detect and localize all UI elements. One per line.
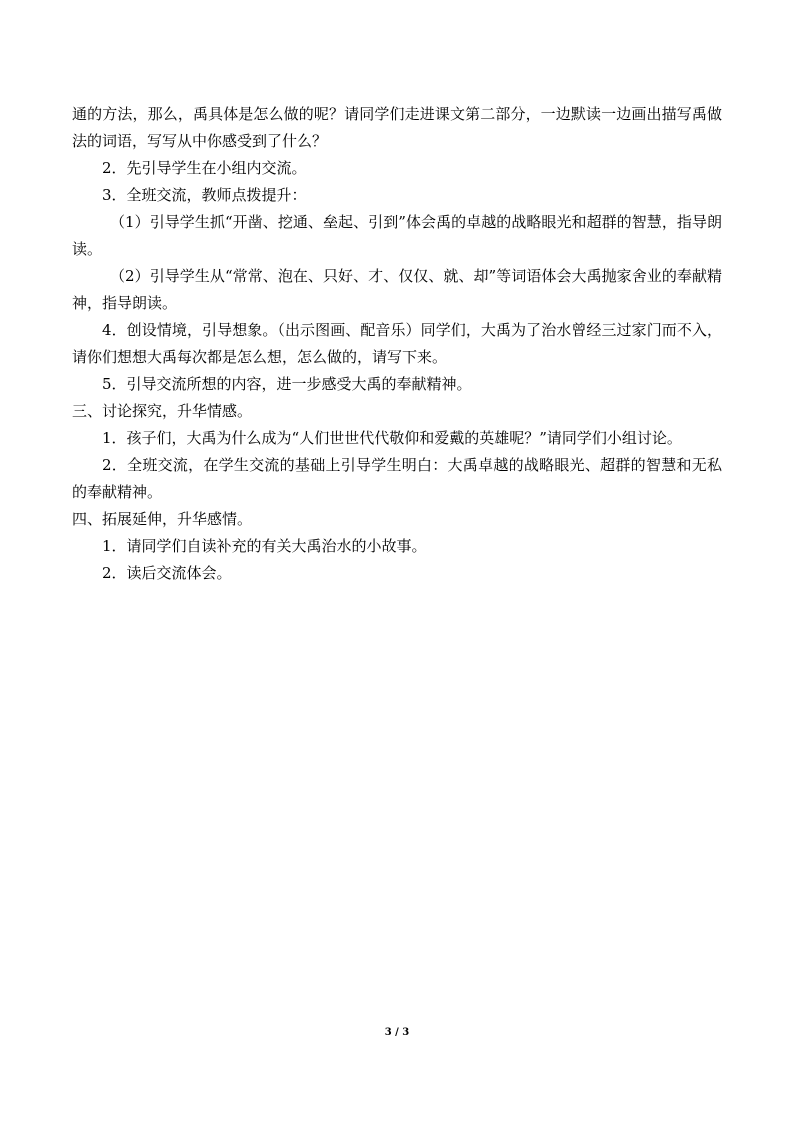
page-number: 3 / 3	[384, 1027, 410, 1038]
paragraph-extension-1: 1．请同学们自读补充的有关大禹治水的小故事。	[102, 537, 427, 555]
paragraph-step-5: 5．引导交流所想的内容，进一步感受大禹的奉献精神。	[102, 375, 472, 393]
section-heading-4: 四、拓展延伸，升华感情。	[72, 510, 253, 528]
document-body	[72, 101, 722, 587]
paragraph-substep-2: （2）引导学生从“常常、泡在、只好、才、仅仅、就、却”等词语体会大禹抛家舍业的奉献精神，指导朗读。	[72, 267, 722, 312]
paragraph-continuation: 通的方法，那么，禹具体是怎么做的呢？请同学们走进课文第二部分，一边默读一边画出描写禹做法的词语，写写从中你感受到了什么？	[72, 105, 722, 150]
section-heading-3: 三、讨论探究，升华情感。	[72, 402, 253, 420]
paragraph-step-3: 3．全班交流，教师点拨提升：	[102, 186, 307, 204]
paragraph-extension-2: 2．读后交流体会。	[102, 564, 232, 582]
paragraph-step-4: 4．创设情境，引导想象。（出示图画、配音乐）同学们，大禹为了治水曾经三过家门而不入，请你们想想大禹每次都是怎么想，怎么做的，请写下来。	[72, 321, 722, 366]
paragraph-step-2: 2．先引导学生在小组内交流。	[102, 159, 307, 177]
paragraph-discussion-1: 1．孩子们，大禹为什么成为“人们世世代代敬仰和爱戴的英雄呢？”请同学们小组讨论。	[102, 429, 682, 447]
paragraph-substep-1: （1）引导学生抓“开凿、挖通、垒起、引到”体会禹的卓越的战略眼光和超群的智慧，指导朗读。	[72, 213, 722, 258]
paragraph-discussion-2: 2．全班交流，在学生交流的基础上引导学生明白：大禹卓越的战略眼光、超群的智慧和无私的奉献精神。	[72, 456, 722, 501]
